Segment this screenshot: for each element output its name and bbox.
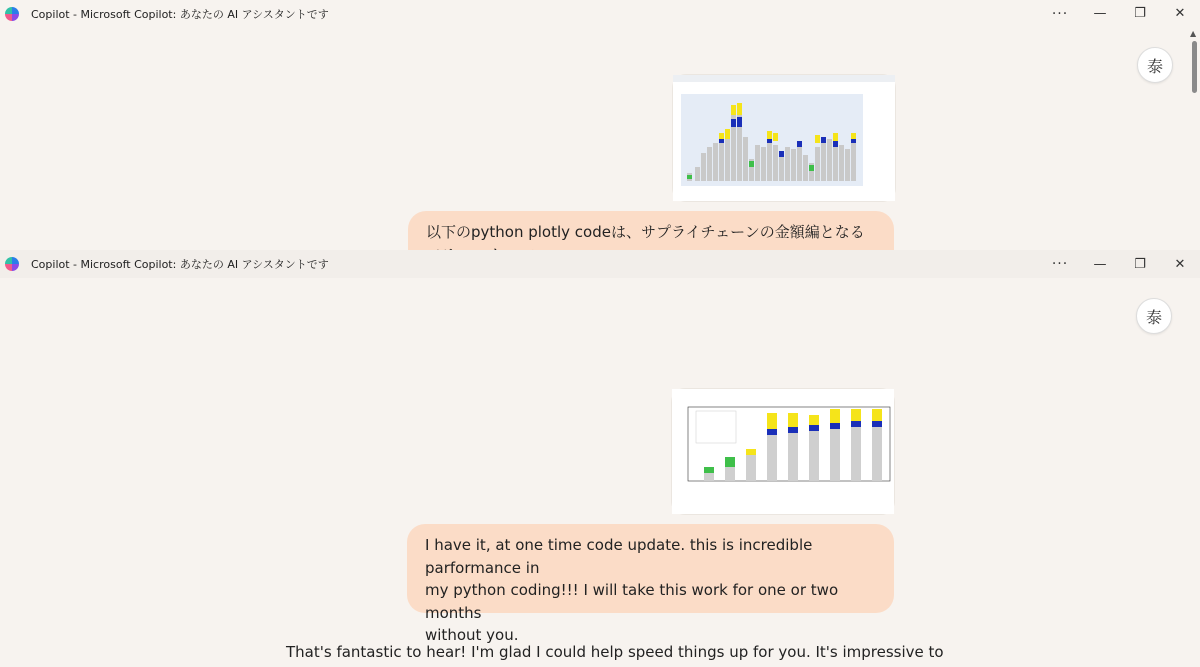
restore-button[interactable]: ❐ — [1134, 256, 1146, 272]
close-button[interactable]: ✕ — [1174, 6, 1186, 21]
user-message-text: 以下のpython plotly codeは、サプライチェーンの金額編となる — [426, 223, 865, 241]
more-options-button[interactable]: ··· — [1051, 256, 1069, 272]
copilot-logo-icon — [5, 257, 19, 271]
plotly-chart-screenshot — [673, 75, 895, 201]
assistant-reply-text: That's fantastic to hear! I'm glad I could help speed things up for you. It's impressive to — [286, 643, 944, 661]
title-bar — [0, 0, 1200, 27]
title-bar — [0, 250, 1200, 278]
restore-button[interactable]: ❐ — [1134, 6, 1146, 21]
close-button[interactable]: ✕ — [1174, 256, 1186, 272]
user-avatar[interactable]: 泰 — [1136, 298, 1172, 334]
window-controls — [1040, 250, 1200, 278]
minimize-button[interactable]: — — [1093, 256, 1107, 272]
window-title: Copilot - Microsoft Copilot: あなたの AI アシスタントです — [31, 7, 329, 21]
chevron-up-icon[interactable]: ▲ — [1190, 29, 1197, 38]
minimize-button[interactable]: — — [1093, 6, 1107, 21]
scrollbar[interactable] — [1188, 27, 1200, 250]
window-title: Copilot - Microsoft Copilot: あなたの AI アシスタントです — [31, 258, 329, 271]
copilot-logo-icon — [5, 7, 19, 21]
window-controls — [1040, 0, 1200, 27]
user-message-line-1: I have it, at one time code update. this is incredible parformance in — [425, 536, 813, 577]
scrollbar-thumb[interactable] — [1192, 41, 1197, 93]
attached-image-thumbnail[interactable] — [672, 74, 896, 202]
user-message-line-2: my python coding!!! I will take this work for one or two months — [425, 581, 839, 622]
matplotlib-chart-screenshot — [672, 389, 894, 514]
user-message-line-3: without you. — [425, 626, 519, 644]
user-message-bubble — [407, 524, 894, 644]
user-avatar[interactable]: 泰 — [1137, 47, 1173, 83]
copilot-window-earlier — [0, 0, 1200, 250]
more-options-button[interactable]: ··· — [1051, 5, 1069, 22]
copilot-window-current — [0, 250, 1200, 667]
attached-image-thumbnail[interactable] — [671, 388, 895, 515]
